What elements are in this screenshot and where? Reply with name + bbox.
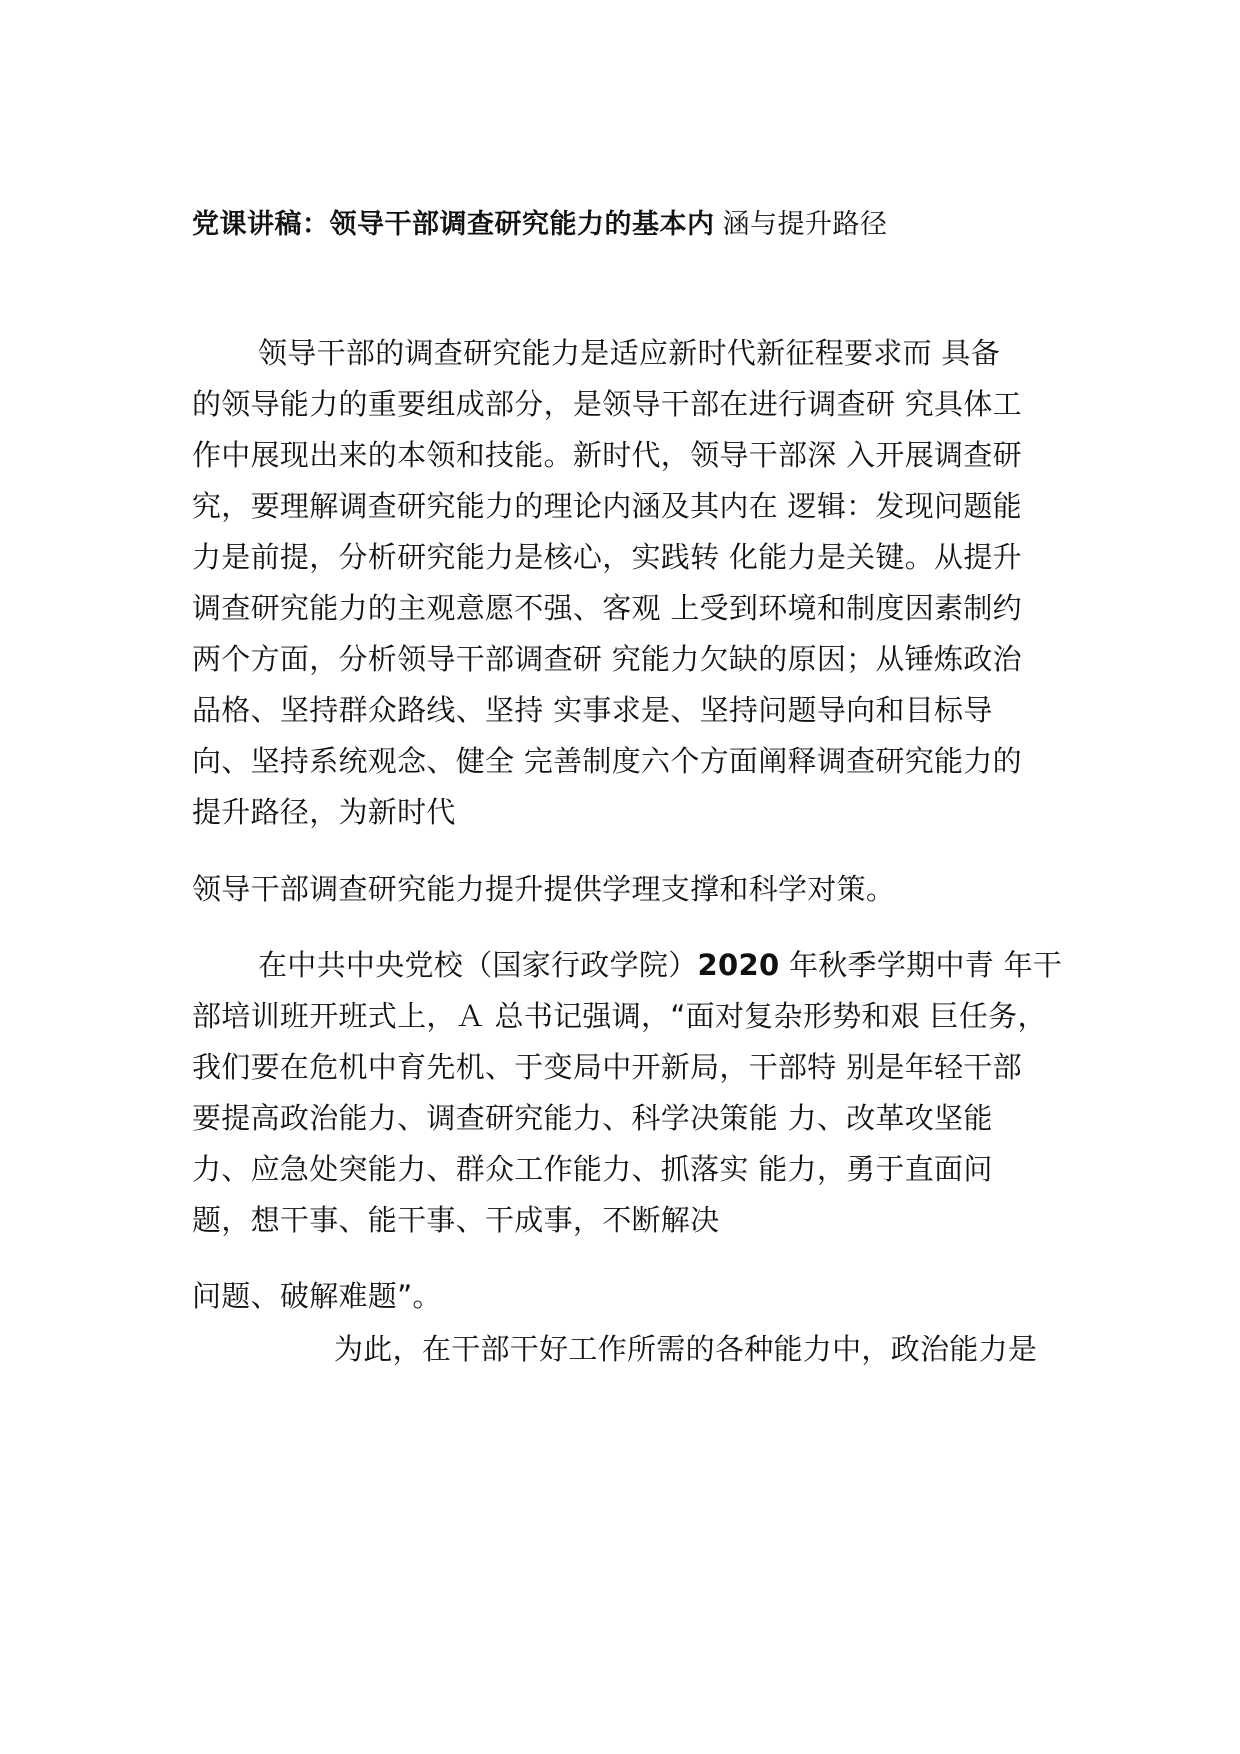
paragraph2-line-2: 部培训班开班式上，Ａ 总书记强调，“面对复杂形势和艰 巨任务， — [192, 999, 1047, 1033]
title-normal-part: 涵与提升路径 — [722, 209, 888, 240]
title-bold-part: 党课讲稿：领导干部调查研究能力的基本内 — [192, 209, 715, 240]
paragraph2-line-5: 力、应急处突能力、群众工作能力、抓落实 能力，勇于直面问 — [192, 1152, 993, 1186]
paragraph1-line-6: 调查研究能力的主观意愿不强、客观 上受到环境和制度因素制约 — [192, 591, 1022, 625]
paragraph2-year: 2020 — [697, 948, 780, 982]
paragraph2-line-6: 题，想干事、能干事、干成事，不断解决 — [192, 1203, 720, 1237]
paragraph1-line-7: 两个方面，分析领导干部调查研 究能力欠缺的原因；从锤炼政治 — [192, 642, 1022, 676]
paragraph1-line-3: 作中展现出来的本领和技能。新时代，领导干部深 入开展调查研 — [192, 438, 1022, 472]
paragraph2-line-1 — [258, 945, 1062, 985]
paragraph2-line-1-a: 在中共中央党校（国家行政学院） — [258, 948, 698, 982]
paragraph1-line-8: 品格、坚持群众路线、坚持 实事求是、坚持问题导向和目标导 — [192, 693, 993, 727]
paragraph1-line-2: 的领导能力的重要组成部分，是领导干部在进行调查研 究具体工 — [192, 387, 1022, 421]
paragraph2-line-3: 我们要在危机中育先机、于变局中开新局，干部特 别是年轻干部 — [192, 1050, 1022, 1084]
paragraph1-tail: 领导干部调查研究能力提升提供学理支撑和科学对策。 — [192, 872, 896, 906]
paragraph1-line-10: 提升路径，为新时代 — [192, 795, 456, 829]
paragraph2-tail: 问题、破解难题”。 — [192, 1279, 442, 1313]
document-title — [192, 205, 1092, 245]
paragraph1-line-4: 究，要理解调查研究能力的理论内涵及其内在 逻辑：发现问题能 — [192, 489, 1022, 523]
paragraph3-line-1: 为此，在干部干好工作所需的各种能力中，政治能力是 — [334, 1332, 1038, 1366]
paragraph1-line-1: 领导干部的调查研究能力是适应新时代新征程要求而 具备 — [258, 336, 1001, 370]
paragraph2-line-4: 要提高政治能力、调查研究能力、科学决策能 力、改革攻坚能 — [192, 1101, 993, 1135]
paragraph1-line-5: 力是前提，分析研究能力是核心，实践转 化能力是关键。从提升 — [192, 540, 1022, 574]
paragraph1-line-9: 向、坚持系统观念、健全 完善制度六个方面阐释调查研究能力的 — [192, 744, 1022, 778]
paragraph2-line-1-b: 年秋季学期中青 年干 — [779, 948, 1063, 982]
